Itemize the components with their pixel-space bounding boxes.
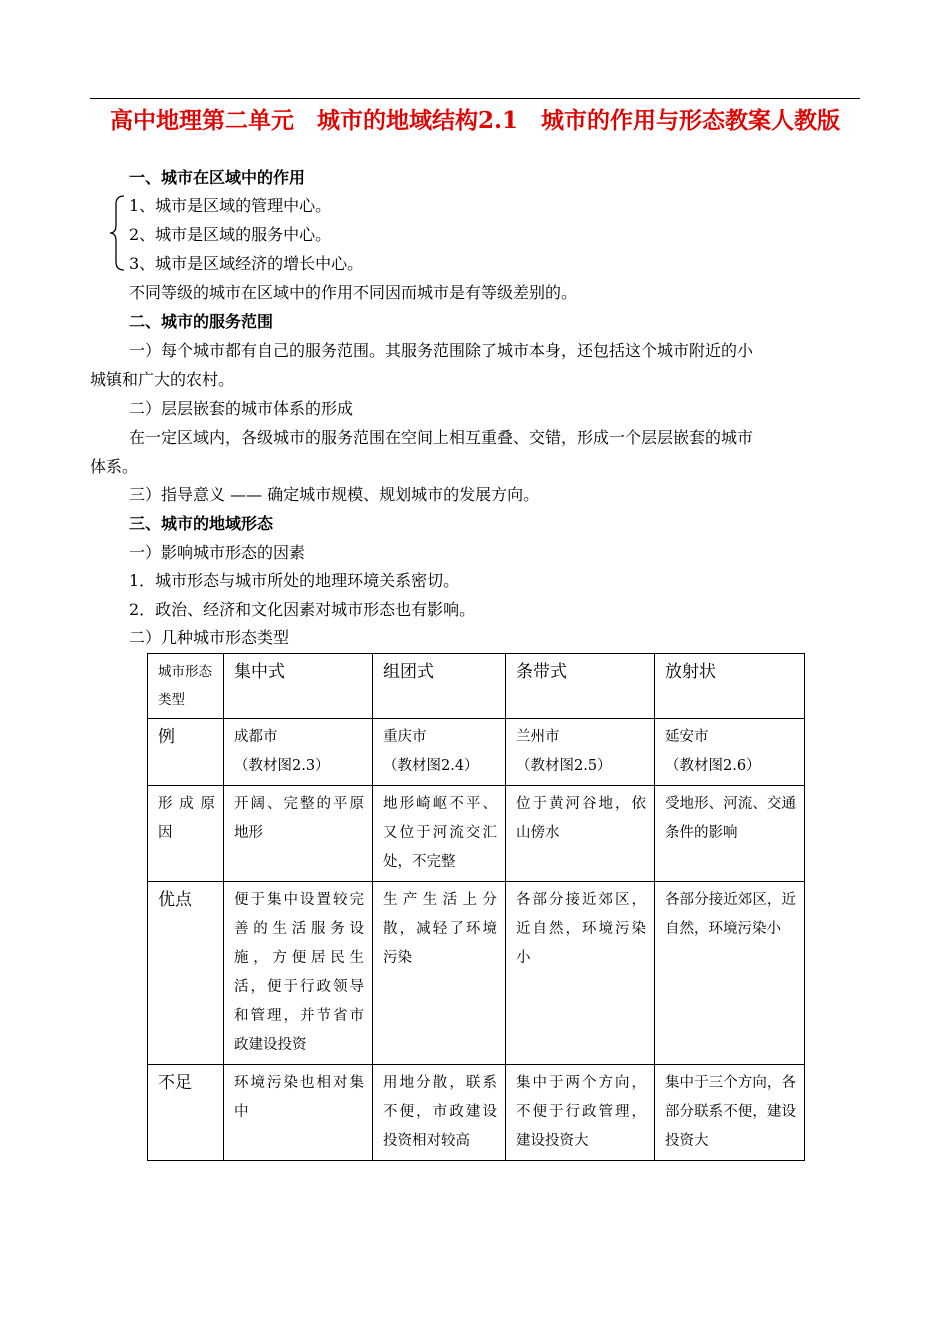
section-3-heading: 三、城市的地域形态 — [129, 514, 274, 533]
city-name: 重庆市 — [383, 729, 427, 745]
table-cell: 位于黄河谷地，依山傍水 — [506, 786, 655, 882]
table-row-label: 不足 — [148, 1065, 224, 1161]
paragraph-text: 1．城市形态与城市所处的地理环境关系密切。 — [129, 571, 460, 590]
table-cell: 开阔、完整的平原地形 — [224, 786, 373, 882]
brace-icon — [108, 194, 126, 272]
table-row — [148, 719, 805, 786]
table-row — [148, 1065, 805, 1161]
paragraph-text: 体系。 — [90, 457, 139, 476]
table-cell: 集中于两个方向，不便于行政管理，建设投资大 — [506, 1065, 655, 1161]
table-header-cell: 条带式 — [506, 654, 655, 719]
table-cell — [373, 719, 506, 786]
table-cell — [506, 719, 655, 786]
city-form-table — [147, 653, 805, 1161]
city-name: 兰州市 — [516, 729, 560, 745]
table-row-label: 优点 — [148, 882, 224, 1065]
table-header-cell: 城市形态类型 — [148, 654, 224, 719]
table-cell: 环境污染也相对集中 — [224, 1065, 373, 1161]
figure-reference: （教材图2.5） — [516, 758, 612, 774]
section-1-note: 不同等级的城市在区域中的作用不同因而城市是有等级差别的。 — [129, 283, 578, 302]
table-row-label: 例 — [148, 719, 224, 786]
paragraph-text: 在一定区域内，各级城市的服务范围在空间上相互重叠、交错，形成一个层层嵌套的城市 — [129, 428, 754, 447]
section-2-heading: 二、城市的服务范围 — [129, 312, 274, 331]
table-cell: 用地分散，联系不便，市政建设投资相对较高 — [373, 1065, 506, 1161]
table-header-cell: 放射状 — [655, 654, 805, 719]
table-row — [148, 882, 805, 1065]
paragraph-text: 2．政治、经济和文化因素对城市形态也有影响。 — [129, 600, 476, 619]
table-cell: 各部分接近郊区，近自然，环境污染小 — [506, 882, 655, 1065]
paragraph-text: 二）几种城市形态类型 — [129, 628, 290, 647]
city-name: 成都市 — [234, 729, 278, 745]
document-title: 高中地理第二单元 城市的地域结构2.1 城市的作用与形态教案人教版 — [109, 107, 840, 134]
paragraph-text: 一）每个城市都有自己的服务范围。其服务范围除了城市本身，还包括这个城市附近的小 — [129, 341, 754, 360]
table-cell: 生产生活上分散，减轻了环境污染 — [373, 882, 506, 1065]
table-header-row — [148, 654, 805, 719]
table-cell — [224, 719, 373, 786]
header-rule — [90, 98, 860, 99]
table-header-cell: 集中式 — [224, 654, 373, 719]
table-cell: 受地形、河流、交通条件的影响 — [655, 786, 805, 882]
list-item: 1、城市是区域的管理中心。 — [129, 196, 332, 215]
list-item: 3、城市是区域经济的增长中心。 — [129, 254, 364, 273]
table-cell — [655, 719, 805, 786]
table-cell: 集中于三个方向，各部分联系不便，建设投资大 — [655, 1065, 805, 1161]
paragraph-text: 一）影响城市形态的因素 — [129, 543, 306, 562]
section-1-heading: 一、城市在区域中的作用 — [129, 168, 306, 187]
paragraph-text: 二）层层嵌套的城市体系的形成 — [129, 399, 354, 418]
table-header-cell: 组团式 — [373, 654, 506, 719]
list-item: 2、城市是区域的服务中心。 — [129, 225, 332, 244]
figure-reference: （教材图2.4） — [383, 758, 479, 774]
city-name: 延安市 — [665, 729, 709, 745]
table-cell: 各部分接近郊区，近自然，环境污染小 — [655, 882, 805, 1065]
figure-reference: （教材图2.3） — [234, 758, 330, 774]
paragraph-text: 城镇和广大的农村。 — [90, 370, 235, 389]
table-row-label: 形成原因 — [148, 786, 224, 882]
figure-reference: （教材图2.6） — [665, 758, 761, 774]
table-cell: 便于集中设置较完善的生活服务设施，方便居民生活，便于行政领导和管理，并节省市政建设投资 — [224, 882, 373, 1065]
table-cell: 地形崎岖不平、又位于河流交汇处，不完整 — [373, 786, 506, 882]
paragraph-text: 三）指导意义 —— 确定城市规模、规划城市的发展方向。 — [129, 485, 540, 504]
table-row — [148, 786, 805, 882]
